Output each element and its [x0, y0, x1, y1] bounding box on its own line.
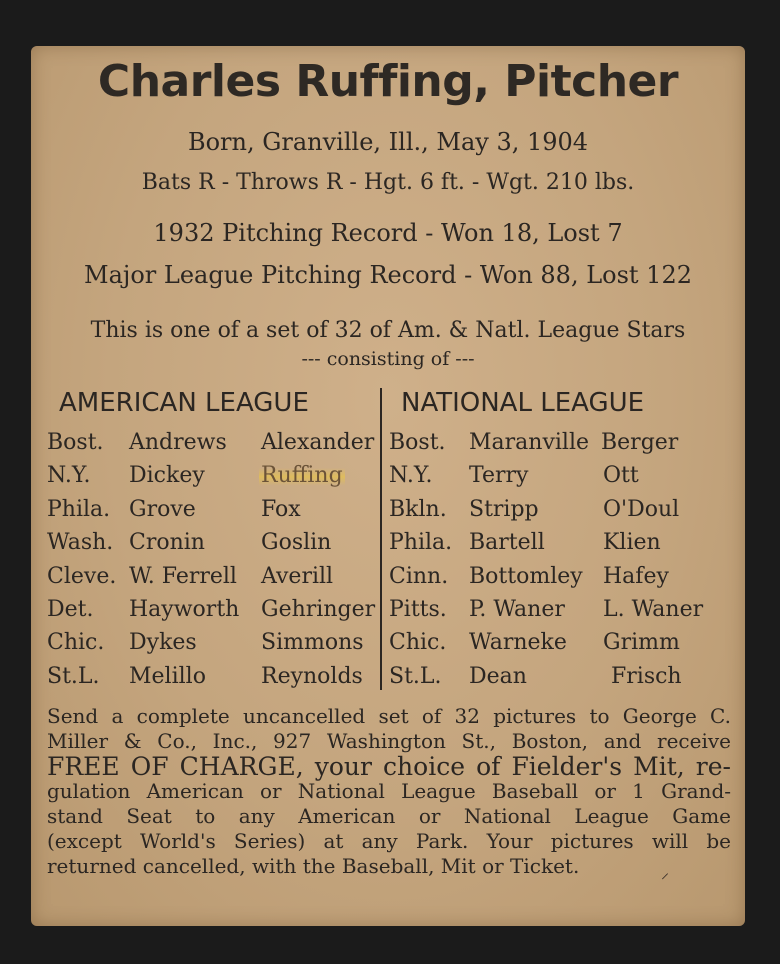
table-row — [47, 597, 377, 630]
national-league-header: NATIONAL LEAGUE — [401, 388, 645, 418]
player-name: Bottomley — [469, 563, 583, 589]
player-name: W. Ferrell — [129, 563, 237, 589]
card — [31, 46, 745, 926]
team-abbrev: Bost. — [389, 430, 446, 455]
offer-line: gulation American or National League Baseball or 1 Grand- — [47, 779, 731, 803]
team-abbrev: Cleve. — [47, 563, 117, 589]
national-league-roster — [389, 430, 729, 697]
player-name: Dean — [469, 663, 527, 689]
team-abbrev: Phila. — [47, 496, 111, 522]
team-abbrev: Pitts. — [389, 596, 447, 622]
major-league-record-line: Major League Pitching Record - Won 88, Lost 122 — [84, 261, 692, 289]
player-name-highlighted: Ruffing — [261, 463, 343, 489]
team-abbrev: Phila. — [389, 530, 453, 556]
born-line: Born, Granville, Ill., May 3, 1904 — [187, 128, 589, 156]
player-name: Alexander — [261, 430, 375, 455]
player-name: Averill — [261, 563, 334, 589]
team-abbrev: Bkln. — [389, 496, 447, 522]
player-name: Grove — [129, 496, 196, 522]
player-name: Hayworth — [129, 596, 240, 622]
stats-line: Bats R - Throws R - Hgt. 6 ft. - Wgt. 210 lbs. — [141, 170, 635, 195]
offer-line: Miller & Co., Inc., 927 Washington St., Boston, and receive — [47, 729, 731, 753]
player-name: Cronin — [129, 530, 205, 556]
printer-mark-icon: ⸝ — [661, 863, 670, 882]
table-row — [389, 597, 729, 630]
player-name: Andrews — [129, 430, 227, 455]
american-league-header: AMERICAN LEAGUE — [59, 388, 309, 418]
player-name: Goslin — [261, 530, 332, 556]
table-row — [47, 630, 377, 663]
set-description: This is one of a set of 32 of Am. & Natl. League Stars — [90, 318, 686, 343]
team-abbrev: Chic. — [47, 630, 105, 656]
player-name: L. Waner — [603, 596, 704, 622]
offer-line: returned cancelled, with the Baseball, Mit or Ticket. — [47, 854, 580, 878]
table-row — [389, 664, 729, 697]
player-name: Dykes — [129, 630, 197, 656]
table-row — [389, 630, 729, 663]
player-name: Reynolds — [261, 663, 363, 689]
player-name: Klien — [603, 530, 661, 556]
table-row — [389, 564, 729, 597]
table-row — [47, 463, 377, 496]
team-abbrev: N.Y. — [389, 463, 433, 489]
player-name: Gehringer — [261, 596, 376, 622]
player-name: Maranville — [469, 430, 590, 455]
team-abbrev: St.L. — [47, 663, 100, 689]
player-name: Grimm — [603, 630, 680, 656]
player-name: Terry — [469, 463, 529, 489]
record-1932-line: 1932 Pitching Record - Won 18, Lost 7 — [153, 219, 623, 247]
player-name: Hafey — [603, 563, 669, 589]
team-abbrev: Bost. — [47, 430, 104, 455]
player-name: Dickey — [129, 463, 205, 489]
card-title: Charles Ruffing, Pitcher — [97, 56, 679, 107]
table-row — [389, 430, 729, 463]
team-abbrev: St.L. — [389, 663, 442, 689]
player-name: Melillo — [129, 663, 206, 689]
american-league-roster — [47, 430, 377, 697]
team-abbrev: N.Y. — [47, 463, 91, 489]
player-name: Fox — [261, 496, 301, 522]
table-row — [47, 497, 377, 530]
player-name: Warneke — [469, 630, 567, 656]
player-name: Frisch — [611, 663, 682, 689]
offer-line: FREE OF CHARGE, your choice of Fielder's Mit, re- — [47, 752, 731, 781]
table-row — [389, 497, 729, 530]
offer-text — [47, 704, 731, 879]
table-row — [389, 530, 729, 563]
table-row — [47, 430, 377, 463]
team-abbrev: Cinn. — [389, 563, 449, 589]
table-row — [389, 463, 729, 496]
table-row — [47, 664, 377, 697]
table-row — [47, 530, 377, 563]
consisting-of: --- consisting of --- — [301, 348, 475, 370]
player-name: Ott — [603, 463, 639, 489]
team-abbrev: Chic. — [389, 630, 447, 656]
league-divider — [380, 388, 382, 690]
team-abbrev: Det. — [47, 596, 94, 622]
player-name: P. Waner — [469, 596, 565, 622]
offer-line: stand Seat to any American or National League Game — [47, 804, 731, 828]
table-row — [47, 564, 377, 597]
player-name: O'Doul — [603, 496, 680, 522]
player-name: Stripp — [469, 496, 539, 522]
player-name: Simmons — [261, 630, 364, 656]
team-abbrev: Wash. — [47, 530, 114, 556]
player-name: Bartell — [469, 530, 545, 556]
offer-line: (except World's Series) at any Park. Your pictures will be — [47, 829, 731, 853]
player-name: Berger — [601, 430, 679, 455]
offer-line: Send a complete uncancelled set of 32 pictures to George C. — [47, 704, 731, 728]
